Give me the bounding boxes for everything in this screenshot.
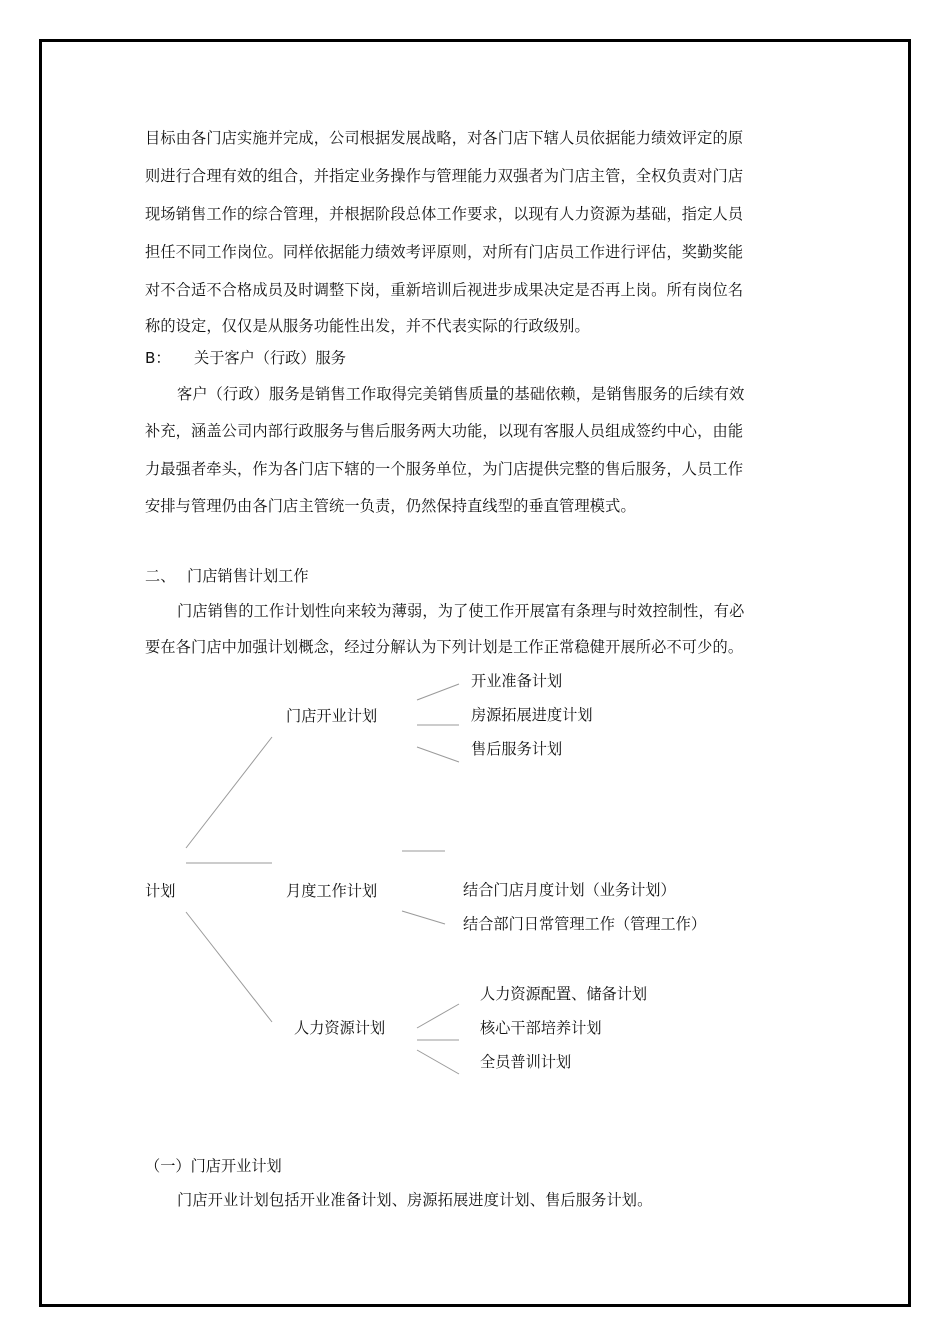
paragraph-line: 力最强者牵头，作为各门店下辖的一个服务单位，为门店提供完整的售后服务，人员工作 [145,460,744,478]
tree-leaf: 开业准备计划 [471,672,563,690]
connector-b3-c1 [417,1004,459,1028]
section-2-number: 二、 [145,567,176,585]
tree-leaf: 人力资源配置、储备计划 [480,985,648,1003]
paragraph-line: 门店销售的工作计划性向来较为薄弱，为了使工作开展富有条理与时效控制性，有必 [177,602,745,620]
section-2-title: 门店销售计划工作 [187,567,309,585]
connector-b1-c3 [417,747,459,762]
subsection-1-title: （一）门店开业计划 [145,1157,282,1175]
tree-leaf: 结合门店月度计划（业务计划） [463,881,676,899]
paragraph-line: 对不合适不合格成员及时调整下岗，重新培训后视进步成果决定是否再上岗。所有岗位名 [145,281,744,299]
tree-leaf: 房源拓展进度计划 [471,706,593,724]
connector-root-branch1 [186,737,272,848]
tree-leaf: 售后服务计划 [471,740,563,758]
paragraph-line: 担任不同工作岗位。同样依据能力绩效考评原则，对所有门店员工作进行评估，奖勤奖能 [145,243,744,261]
paragraph-line: 门店开业计划包括开业准备计划、房源拓展进度计划、售后服务计划。 [177,1191,653,1209]
tree-leaf: 结合部门日常管理工作（管理工作） [463,915,706,933]
connector-root-branch3 [186,912,272,1022]
tree-branch-2: 月度工作计划 [286,882,378,900]
paragraph-line: 称的设定，仅仅是从服务功能性出发，并不代表实际的行政级别。 [145,317,590,335]
connector-b2-c2 [402,911,445,924]
paragraph-line: 补充，涵盖公司内部行政服务与售后服务两大功能，以现有客服人员组成签约中心，由能 [145,422,744,440]
tree-leaf: 核心干部培养计划 [480,1019,602,1037]
section-b-label: B： [145,349,171,367]
paragraph-line: 客户（行政）服务是销售工作取得完美销售质量的基础依赖，是销售服务的后续有效 [177,385,745,403]
tree-branch-1: 门店开业计划 [286,707,378,725]
paragraph-line: 安排与管理仍由各门店主管统一负责，仍然保持直线型的垂直管理模式。 [145,497,636,515]
paragraph-line: 要在各门店中加强计划概念，经过分解认为下列计划是工作正常稳健开展所必不可少的。 [145,638,744,656]
connector-b3-c3 [417,1050,459,1074]
tree-leaf: 全员普训计划 [480,1053,572,1071]
section-b-title: 关于客户（行政）服务 [194,349,346,367]
tree-root: 计划 [145,882,176,900]
paragraph-line: 目标由各门店实施并完成，公司根据发展战略，对各门店下辖人员依据能力绩效评定的原 [145,129,744,147]
tree-branch-3: 人力资源计划 [294,1019,386,1037]
paragraph-line: 则进行合理有效的组合，并指定业务操作与管理能力双强者为门店主管，全权负责对门店 [145,167,744,185]
paragraph-line: 现场销售工作的综合管理，并根据阶段总体工作要求，以现有人力资源为基础，指定人员 [145,205,744,223]
connector-b1-c1 [417,684,459,700]
